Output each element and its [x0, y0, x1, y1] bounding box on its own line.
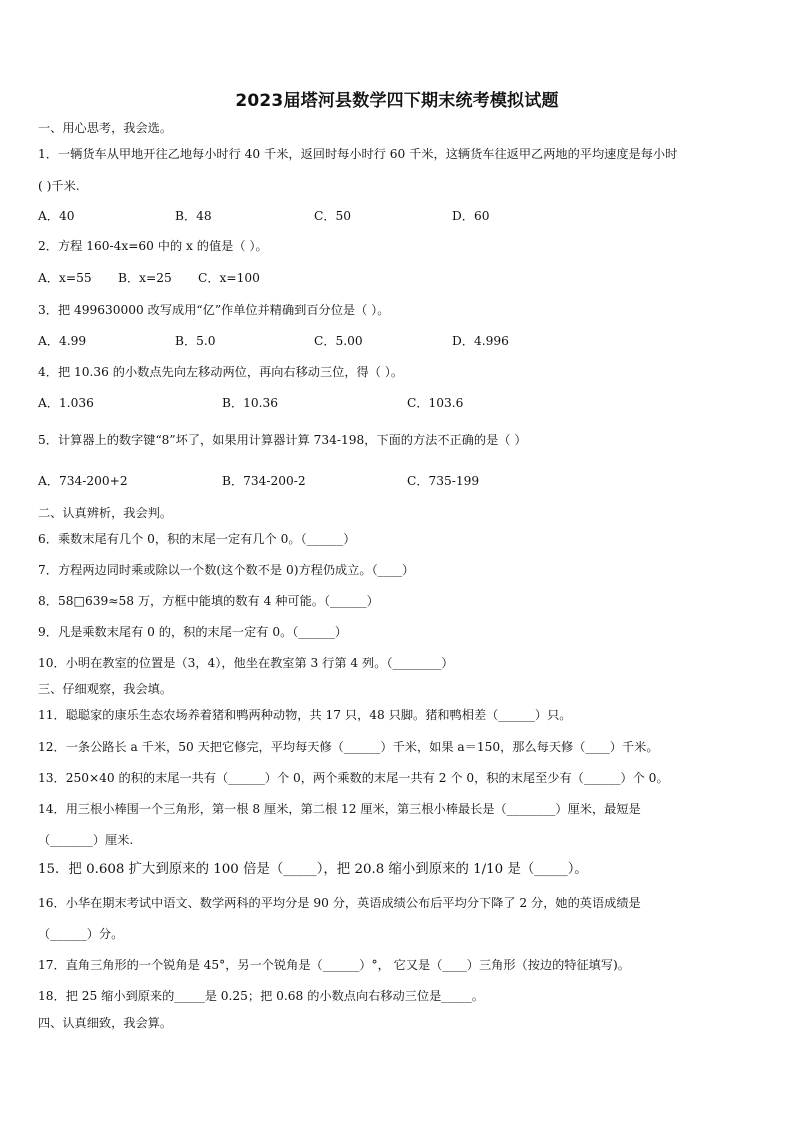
option-c: C．x=100 [198, 271, 260, 285]
option-c: C．735-199 [407, 474, 480, 488]
option-b: B．10.36 [222, 396, 279, 410]
question-3: 3．把 499630000 改写成用“亿”作单位并精确到百分位是（ ）。 [38, 303, 390, 317]
option-a: A．x=55 [38, 271, 92, 285]
question-17: 17．直角三角形的一个锐角是 45°，另一个锐角是（______）°， 它又是（____）三角形（按边的特征填写)。 [38, 958, 630, 972]
option-a: A．40 [38, 209, 75, 223]
question-11: 11．聪聪家的康乐生态农场养着猪和鸭两种动物，共 17 只，48 只脚。猪和鸭相差（______）只。 [38, 708, 572, 722]
question-18: 18．把 25 缩小到原来的_____是 0.25；把 0.68 的小数点向右移动三位是_____。 [38, 989, 484, 1003]
question-14-line-2: （_______）厘米. [38, 833, 134, 847]
option-c: C．5.00 [314, 334, 363, 348]
question-9: 9．凡是乘数末尾有 0 的，积的末尾一定有 0。（______） [38, 625, 348, 639]
question-5: 5．计算器上的数字键“8”坏了，如果用计算器计算 734-198，下面的方法不正确的是（ ） [38, 433, 527, 447]
section-heading-1: 一、用心思考，我会选。 [38, 121, 173, 135]
question-16-line-1: 16．小华在期末考试中语文、数学两科的平均分是 90 分，英语成绩公布后平均分下降了 2 分，她的英语成绩是 [38, 896, 641, 910]
question-14-line-1: 14．用三根小棒围一个三角形，第一根 8 厘米，第二根 12 厘米，第三根小棒最长是（________）厘米，最短是 [38, 802, 641, 816]
question-13: 13．250×40 的积的末尾一共有（______）个 0，两个乘数的末尾一共有 2 个 0，积的末尾至少有（______）个 0。 [38, 771, 669, 785]
question-2: 2．方程 160-4x=60 中的 x 的值是（ ）。 [38, 239, 268, 253]
question-1-line-2: ( )千米. [38, 179, 80, 193]
question-12: 12．一条公路长 a 千米，50 天把它修完，平均每天修（______）千米，如果 a＝150，那么每天修（____）千米。 [38, 740, 659, 754]
option-c: C．50 [314, 209, 352, 223]
option-b: B．734-200-2 [222, 474, 306, 488]
section-heading-4: 四、认真细致，我会算。 [38, 1016, 173, 1030]
option-a: A．1.036 [38, 396, 94, 410]
option-a: A．734-200+2 [38, 474, 128, 488]
question-16-line-2: （______）分。 [38, 927, 124, 941]
question-10: 10．小明在教室的位置是（3，4），他坐在教室第 3 行第 4 列。（________） [38, 656, 454, 670]
question-6: 6．乘数末尾有几个 0，积的末尾一定有几个 0。（______） [38, 532, 356, 546]
option-d: D．4.996 [452, 334, 509, 348]
option-a: A．4.99 [38, 334, 87, 348]
option-b: B．5.0 [175, 334, 216, 348]
question-4: 4．把 10.36 的小数点先向左移动两位，再向右移动三位，得（ ）。 [38, 365, 404, 379]
option-c: C．103.6 [407, 396, 464, 410]
question-15: 15．把 0.608 扩大到原来的 100 倍是（_____），把 20.8 缩小到原来的 1/10 是（_____）。 [38, 862, 588, 877]
question-8: 8．58□639≈58 万，方框中能填的数有 4 种可能。（______） [38, 594, 379, 608]
section-heading-2: 二、认真辨析，我会判。 [38, 506, 173, 520]
option-d: D．60 [452, 209, 490, 223]
option-b: B．x=25 [118, 271, 172, 285]
section-heading-3: 三、仔细观察，我会填。 [38, 682, 173, 696]
exam-title: 2023届塔河县数学四下期末统考模拟试题 [235, 91, 559, 111]
question-7: 7．方程两边同时乘或除以一个数(这个数不是 0)方程仍成立。（____） [38, 563, 415, 577]
question-1-line-1: 1．一辆货车从甲地开往乙地每小时行 40 千米，返回时每小时行 60 千米，这辆货车往返甲乙两地的平均速度是每小时 [38, 147, 678, 161]
option-b: B．48 [175, 209, 212, 223]
